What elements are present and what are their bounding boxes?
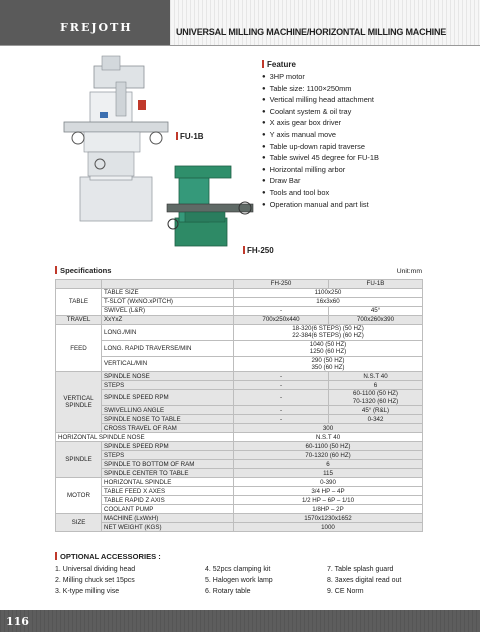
spec-value-fh: - xyxy=(234,406,329,415)
section-label: MOTOR xyxy=(56,478,102,514)
spec-value: 300 xyxy=(234,424,423,433)
table-row xyxy=(56,514,423,523)
title-strip xyxy=(170,0,480,46)
accessory-item: 3. K-type milling vise xyxy=(55,588,120,595)
spec-label: TABLE FEED X AXES xyxy=(102,487,234,496)
table-row xyxy=(56,523,423,532)
spec-value-fu: 45° (R&L) xyxy=(329,406,423,415)
spec-value: 1/8HP – 2P xyxy=(234,505,423,514)
spec-value-fu: N.S.T 40 xyxy=(329,372,423,381)
spec-label: COOLANT PUMP xyxy=(102,505,234,514)
table-row xyxy=(56,433,423,442)
spec-label: CROSS TRAVEL OF RAM xyxy=(102,424,234,433)
table-row xyxy=(56,340,423,356)
section-label: TRAVEL xyxy=(56,316,102,325)
accessory-item: 8. 3axes digital read out xyxy=(327,577,402,584)
accessory-item: 2. Milling chuck set 15pcs xyxy=(55,577,135,584)
section-label: SPINDLE xyxy=(56,442,102,478)
spec-value: 0-390 xyxy=(234,478,423,487)
spec-value-fu: 45° xyxy=(329,307,423,316)
spec-value-fh: - xyxy=(234,381,329,390)
table-row xyxy=(56,496,423,505)
spec-label: VERTICAL/MIN xyxy=(102,356,234,372)
table-row xyxy=(56,460,423,469)
spec-value-fh: - xyxy=(234,372,329,381)
spec-value: 1000 xyxy=(234,523,423,532)
table-row xyxy=(56,469,423,478)
page-footer xyxy=(0,610,480,635)
spec-label: LONG. RAPID TRAVERSE/MIN xyxy=(102,340,234,356)
table-row xyxy=(56,406,423,415)
feature-item: ● Horizontal milling arbor xyxy=(262,165,462,177)
table-row xyxy=(56,451,423,460)
table-row xyxy=(56,325,423,341)
page-number: 116 xyxy=(6,615,29,628)
fh250-caption: FH-250 xyxy=(243,246,274,255)
feature-item: ● Vertical milling head attachment xyxy=(262,95,462,107)
table-row xyxy=(56,442,423,451)
spec-value: 1570x1230x1652 xyxy=(234,514,423,523)
table-row xyxy=(56,356,423,372)
feature-list xyxy=(262,72,462,211)
feature-item: ● Operation manual and part list xyxy=(262,200,462,212)
feature-item: ● 3HP motor xyxy=(262,72,462,84)
spec-value-fh: 700x250x440 xyxy=(234,316,329,325)
spec-label: SPINDLE SPEED RPM xyxy=(102,442,234,451)
col-fu1b: FU-1B xyxy=(329,280,423,289)
spec-label: STEPS xyxy=(102,381,234,390)
feature-title: Feature xyxy=(262,60,462,69)
spec-label: TABLE SIZE xyxy=(102,289,234,298)
header-divider xyxy=(0,45,480,46)
spec-value-fh: - xyxy=(234,415,329,424)
spec-label: SPINDLE SPEED RPM xyxy=(102,390,234,406)
spec-value: 3/4 HP – 4P xyxy=(234,487,423,496)
fu1b-machine-photo xyxy=(60,52,175,222)
accessory-item: 5. Halogen work lamp xyxy=(205,577,273,584)
accessory-item: 1. Universal dividing head xyxy=(55,566,136,573)
table-row xyxy=(56,307,423,316)
brand-band xyxy=(0,0,170,46)
table-row xyxy=(56,478,423,487)
spec-label: SPINDLE NOSE TO TABLE xyxy=(102,415,234,424)
fu1b-caption: FU-1B xyxy=(176,132,204,141)
table-header-row xyxy=(56,280,423,289)
table-row xyxy=(56,505,423,514)
feature-item: ● Y axis manual move xyxy=(262,130,462,142)
fh250-machine-photo xyxy=(165,158,255,248)
spec-label: HORIZONTAL SPINDLE xyxy=(102,478,234,487)
feature-item: ● Draw Bar xyxy=(262,176,462,188)
spec-value: 70-1320 (60 HZ) xyxy=(234,451,423,460)
spec-title: Specifications xyxy=(55,266,422,275)
page-header xyxy=(0,0,480,46)
spec-label: T-SLOT (WxNO.xPITCH) xyxy=(102,298,234,307)
spec-label: TABLE RAPID Z AXIS xyxy=(102,496,234,505)
feature-item: ● Tools and tool box xyxy=(262,188,462,200)
spec-label: NET WEIGHT (KGS) xyxy=(102,523,234,532)
spec-label: SPINDLE CENTER TO TABLE xyxy=(102,469,234,478)
accessory-item: 4. 52pcs clamping kit xyxy=(205,566,271,573)
spec-value-fu: 0-342 xyxy=(329,415,423,424)
spec-value: 115 xyxy=(234,469,423,478)
spec-value: N.S.T 40 xyxy=(234,433,423,442)
accessory-item: 6. Rotary table xyxy=(205,588,251,595)
spec-heading xyxy=(55,266,422,275)
spec-value: 18-320(6 STEPS) (50 HZ) 22-384(6 STEPS) (60 HZ) xyxy=(234,325,423,341)
spec-label: SPINDLE NOSE xyxy=(102,372,234,381)
table-row xyxy=(56,415,423,424)
section-label: FEED xyxy=(56,325,102,372)
table-row xyxy=(56,424,423,433)
spec-label: HORIZONTAL SPINDLE NOSE xyxy=(56,433,234,442)
feature-item: ● Table size: 1100×250mm xyxy=(262,84,462,96)
spec-value: 1/2 HP – 6P – 1/10 xyxy=(234,496,423,505)
table-row xyxy=(56,372,423,381)
table-row xyxy=(56,298,423,307)
feature-item: ● Table swivel 45 degree for FU-1B xyxy=(262,153,462,165)
accessory-item: 7. Table splash guard xyxy=(327,566,394,573)
spec-value-fh: - xyxy=(234,390,329,406)
section-label: SIZE xyxy=(56,514,102,532)
spec-value: 16x3x60 xyxy=(234,298,423,307)
accessory-item: 9. CE Norm xyxy=(327,588,364,595)
spec-label: XxYxZ xyxy=(102,316,234,325)
spec-label: SWIVEL (L&R) xyxy=(102,307,234,316)
spec-value: 1100x250 xyxy=(234,289,423,298)
feature-section xyxy=(262,60,462,211)
section-label: VERTICAL SPINDLE xyxy=(56,372,102,433)
spec-table xyxy=(55,279,423,532)
spec-label: MACHINE (LxWxH) xyxy=(102,514,234,523)
spec-value: 290 (50 HZ) 350 (60 HZ) xyxy=(234,356,423,372)
spec-value-fh: - xyxy=(234,307,329,316)
col-fh250: FH-250 xyxy=(234,280,329,289)
brand-logo: FREJOTH xyxy=(60,21,133,34)
spec-label: SWIVELLING ANGLE xyxy=(102,406,234,415)
accessories-section xyxy=(55,552,435,596)
table-row xyxy=(56,289,423,298)
table-row xyxy=(56,381,423,390)
footer-band xyxy=(0,610,480,632)
spec-unit: Unit:mm xyxy=(396,268,422,275)
spec-value: 60-1100 (50 HZ) xyxy=(234,442,423,451)
spec-label: STEPS xyxy=(102,451,234,460)
page-title: UNIVERSAL MILLING MACHINE/HORIZONTAL MILLING MACHINE xyxy=(176,27,447,37)
table-row xyxy=(56,316,423,325)
feature-item: ● Coolant system & oil tray xyxy=(262,107,462,119)
spec-label: LONG./MIN xyxy=(102,325,234,341)
spec-label: SPINDLE TO BOTTOM OF RAM xyxy=(102,460,234,469)
accessories-list xyxy=(55,566,435,596)
spec-value-fu: 6 xyxy=(329,381,423,390)
table-row xyxy=(56,390,423,406)
feature-item: ● X axis gear box driver xyxy=(262,118,462,130)
spec-value: 6 xyxy=(234,460,423,469)
feature-item: ● Table up-down rapid traverse xyxy=(262,142,462,154)
spec-value: 1040 (50 HZ) 1250 (60 HZ) xyxy=(234,340,423,356)
table-row xyxy=(56,487,423,496)
section-label: TABLE xyxy=(56,289,102,316)
spec-value-fu: 60-1100 (50 HZ) 70-1320 (60 HZ) xyxy=(329,390,423,406)
spec-value-fu: 700x260x390 xyxy=(329,316,423,325)
accessories-title: OPTIONAL ACCESSORIES : xyxy=(55,552,435,561)
